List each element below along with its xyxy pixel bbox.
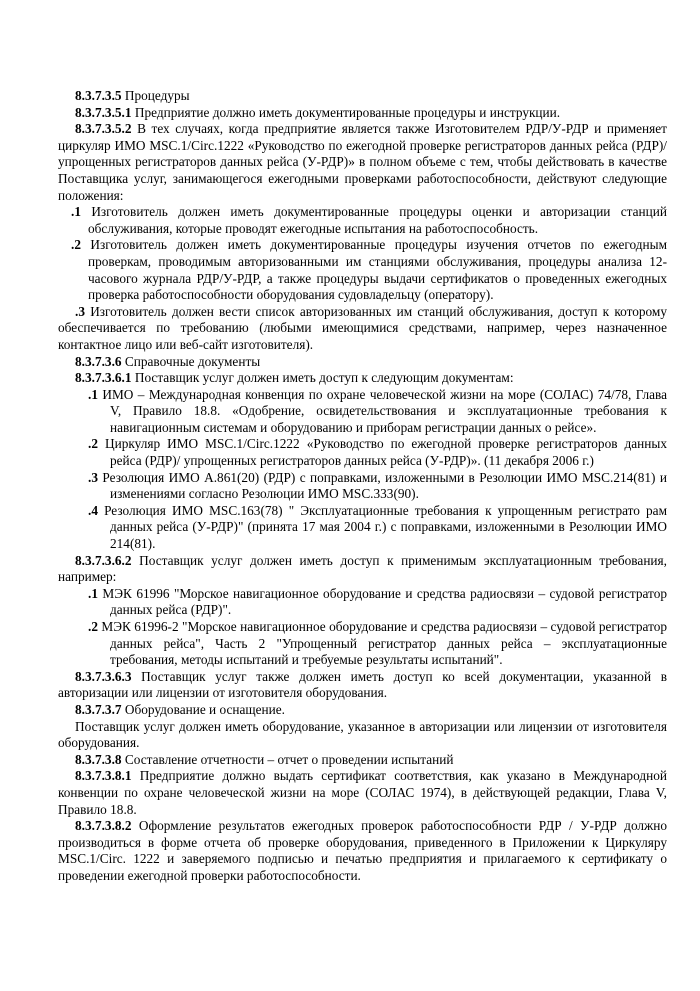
clause-number: 8.3.7.3.8.2: [75, 818, 132, 834]
clause-number: 8.3.7.3.6.1: [75, 370, 132, 386]
item-number: .4: [88, 502, 98, 518]
document-body: [58, 88, 667, 885]
paragraph: [58, 105, 667, 122]
list-item: [58, 387, 667, 437]
list-item: [58, 237, 667, 303]
list-item: [58, 436, 667, 469]
item-number: .2: [71, 237, 81, 253]
clause-number: 8.3.7.3.5.1: [75, 104, 132, 120]
clause-text: Оборудование и оснащение.: [121, 701, 285, 717]
clause-text: Процедуры: [121, 88, 190, 103]
item-text: МЭК 61996 "Морское навигационное оборудование и средства радиосвязи – судовой регистратор данных рейса (РДР)".: [97, 585, 667, 618]
paragraph: [58, 719, 667, 752]
item-number: .2: [88, 436, 98, 452]
paragraph: [58, 121, 667, 204]
clause-text: Поставщик услуг также должен иметь доступ ко всей документации, указанной в авторизации или лицензии от изготовителя оборудования.: [58, 668, 667, 701]
item-text: Резолюция ИМО A.861(20) (РДР) с поправками, изложенными в Резолюции ИМО MSC.214(81) и изменениями согласно Резолюции ИМО MSC.333(90).: [97, 469, 667, 502]
item-text: ИМО – Международная конвенция по охране человеческой жизни на море (СОЛАС) 74/78, Глава V, Правило 18.8. «Одобрение, освидетельствования и эксплуатационные требования к навигационным системам и оборудованию и приборам регистрации данных о рейсе».: [97, 386, 667, 435]
list-item: [58, 619, 667, 669]
paragraph: [58, 669, 667, 702]
section-heading: [58, 752, 667, 769]
clause-number: 8.3.7.3.6.3: [75, 668, 132, 684]
clause-text: Предприятие должно иметь документированные процедуры и инструкции.: [131, 104, 561, 120]
list-item: [58, 586, 667, 619]
item-text: Циркуляр ИМО MSC.1/Circ.1222 «Руководство по ежегодной проверке регистраторов данных рейса (РДР)/ упрощенных регистраторов данных рейса (У-РДР)». (11 декабря 2006 г.): [97, 436, 667, 469]
item-number: .1: [71, 204, 81, 220]
item-number: .3: [88, 469, 98, 485]
clause-number: 8.3.7.3.8: [75, 751, 122, 767]
item-number: .3: [75, 303, 85, 319]
item-text: Изготовитель должен иметь документированные процедуры оценки и авторизации станций обслуживания, которые проводят ежегодные испытания на работоспособность.: [80, 204, 667, 236]
clause-number: 8.3.7.3.5.2: [75, 121, 132, 137]
clause-text: Предприятие должно выдать сертификат соответствия, как указано в Международной конвенции по охране человеческой жизни на море (СОЛАС 1974), в действующей редакции, Глава V, Правило 18.8.: [58, 768, 667, 817]
list-item: [58, 204, 667, 237]
clause-text: Поставщик услуг должен иметь оборудование, указанное в авторизации или лицензии от изготовителя оборудования.: [58, 718, 667, 751]
item-text: МЭК 61996-2 "Морское навигационное оборудование и средства радиосвязи – судовой регистратор данных рейса", Часть 2 "Упрощенный регистратор данных рейса – эксплуатационные требования, методы испытаний и требуемые результаты испытаний".: [97, 619, 667, 668]
list-item: [58, 470, 667, 503]
clause-number: 8.3.7.3.6: [75, 353, 122, 369]
section-heading: [58, 354, 667, 371]
list-item: [58, 503, 667, 553]
section-heading: [58, 702, 667, 719]
clause-text: Справочные документы: [121, 353, 261, 369]
paragraph: [58, 553, 667, 586]
clause-text: Оформление результатов ежегодных проверок работоспособности РДР / У-РДР должно производиться в форме отчета об проверке оборудования, приведенного в Приложении к Циркуляру MSC.1/Circ. 1222 и заверяемого подписью и печатью предприятия и прилагаемого к сертификату о проведении ежегодной проверки работоспособности.: [58, 818, 667, 883]
clause-number: 8.3.7.3.8.1: [75, 768, 132, 784]
paragraph: [58, 768, 667, 818]
section-heading: [58, 88, 667, 105]
clause-number: 8.3.7.3.5: [75, 88, 122, 103]
clause-number: 8.3.7.3.7: [75, 701, 122, 717]
item-text: Изготовитель должен вести список авторизованных им станций обслуживания, доступ к которому обеспечивается по требованию (любыми имеющимися средствами, например, через назначенное контактное лицо или веб-сайт изготовителя).: [58, 303, 667, 352]
clause-text: Составление отчетности – отчет о проведении испытаний: [121, 751, 454, 767]
paragraph: [58, 370, 667, 387]
item-text: Изготовитель должен иметь документированные процедуры изучения отчетов по ежегодным проверкам, проводимым авторизованными им станциями обслуживания, процедуры анализа 12-часового журнала РДР/У-РДР, а также процедуры выдачи сертификатов о проведенных ежегодных проверка работоспособности оборудования судовладельцу (оператору).: [80, 237, 667, 303]
list-item: [58, 304, 667, 354]
item-text: Резолюция ИМО MSC.163(78) " Эксплуатационные требования к упрощенным регистрато рам данных рейса (У-РДР)" (принята 17 мая 2004 г.) с поправками, изложенными в Резолюции ИМО 214(81).: [97, 502, 667, 552]
clause-text: Поставщик услуг должен иметь доступ к следующим документам:: [131, 370, 514, 386]
clause-number: 8.3.7.3.6.2: [75, 552, 132, 568]
clause-text: Поставщик услуг должен иметь доступ к применимым эксплуатационным требования, например:: [58, 552, 667, 585]
item-number: .1: [88, 585, 98, 601]
clause-text: В тех случаях, когда предприятие является также Изготовителем РДР/У-РДР и применяет циркуляр ИМО MSC.1/Circ.1222 «Руководство по ежегодной проверке регистраторов данных рейса (РДР)/ упрощенных регистраторов данных рейса (У-РДР)» в полном объеме с тем, чтобы действовать в качестве Поставщика услуг, занимающегося ежегодными проверками работоспособности, действуют следующие положения:: [58, 121, 667, 203]
paragraph: [58, 818, 667, 884]
item-number: .2: [88, 619, 98, 634]
item-number: .1: [88, 386, 98, 402]
